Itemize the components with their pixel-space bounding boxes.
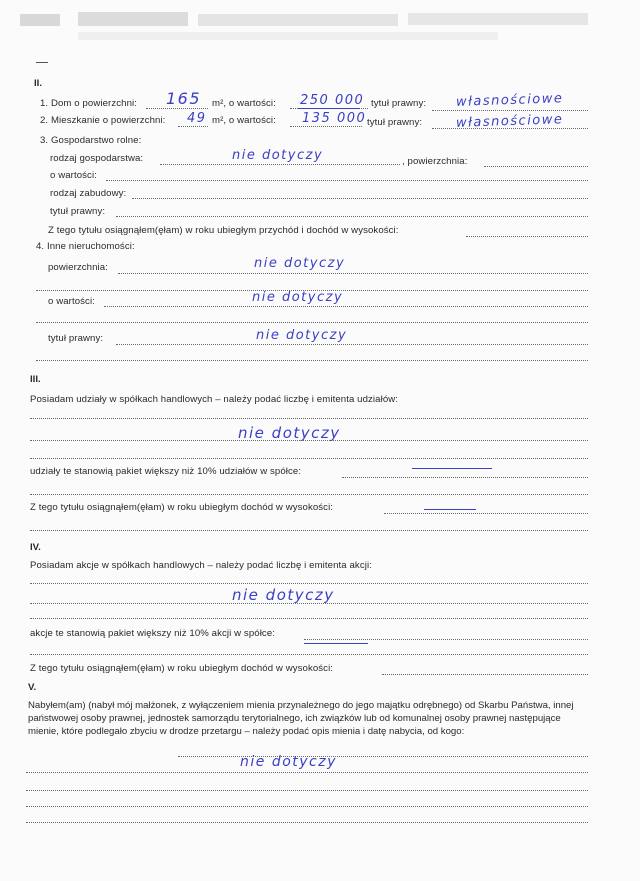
section-ii-heading: II. (34, 78, 42, 89)
farm-buildings-label: rodzaj zabudowy: (50, 188, 127, 199)
house-title-value[interactable]: własnościowe (455, 91, 564, 110)
house-area-line (146, 108, 208, 109)
house-area-value[interactable]: 165 (166, 89, 202, 108)
flat-label: 2. Mieszkanie o powierzchni: (40, 115, 166, 126)
v-line-4 (26, 822, 588, 823)
farm-type-value[interactable]: nie dotyczy (232, 148, 324, 163)
iv-income-line (382, 674, 588, 675)
farm-title-label: tytuł prawny: (50, 206, 106, 217)
iv-line-3 (30, 618, 588, 619)
flat-area-value[interactable]: 49 (187, 111, 207, 126)
other-area-line (118, 273, 588, 274)
other-value-line-2 (36, 322, 588, 323)
house-value[interactable]: 250 000 (300, 93, 365, 108)
iii-share-label: udziały te stanowią pakiet większy niż 10% udziałów w spółce: (30, 466, 302, 477)
flat-title-label: tytuł prawny: (367, 117, 423, 128)
iii-line-1 (30, 418, 588, 419)
other-area-label: powierzchnia: (48, 262, 108, 273)
iii-share-line (342, 477, 588, 478)
top-rule (36, 62, 48, 63)
house-title-label: tytuł prawny: (371, 98, 427, 109)
other-value-value[interactable]: nie dotyczy (252, 290, 344, 305)
iv-line-2 (30, 603, 588, 604)
iii-line-4 (30, 494, 588, 495)
iv-line-1 (30, 583, 588, 584)
section-v-heading: V. (28, 682, 37, 693)
flat-value[interactable]: 135 000 (302, 111, 367, 126)
iv-share-line (304, 639, 588, 640)
farm-buildings-line (132, 198, 588, 199)
other-value-label: o wartości: (48, 296, 95, 307)
iii-line-5 (30, 530, 588, 531)
other-label: 4. Inne nieruchomości: (36, 241, 135, 252)
farm-type-label: rodzaj gospodarstwa: (50, 153, 144, 164)
farm-value-line (106, 180, 588, 181)
iii-income-label: Z tego tytułu osiągnąłem(ęłam) w roku ubiegłym dochód w wysokości: (30, 502, 334, 513)
farm-income-label: Z tego tytułu osiągnąłem(ęłam) w roku ubiegłym przychód i dochód w wysokości: (48, 225, 399, 236)
iii-line-2 (30, 440, 588, 441)
flat-title-value[interactable]: własnościowe (455, 112, 564, 131)
iii-share-dash (412, 468, 492, 469)
farm-type-line (160, 164, 400, 165)
iv-intro: Posiadam akcje w spółkach handlowych – należy podać liczbę i emitenta akcji: (30, 560, 372, 571)
house-title-line (432, 110, 588, 111)
iv-line-4 (30, 654, 588, 655)
other-title-value[interactable]: nie dotyczy (256, 328, 348, 343)
v-line-2 (26, 790, 588, 791)
other-title-label: tytuł prawny: (48, 333, 104, 344)
house-label: 1. Dom o powierzchni: (40, 98, 138, 109)
iii-answer[interactable]: nie dotyczy (238, 424, 341, 442)
farm-title-line (116, 216, 588, 217)
iii-income-dash (424, 509, 476, 510)
other-value-line (104, 306, 588, 307)
flat-unit-label: m², o wartości: (212, 115, 276, 126)
flat-area-line (178, 126, 208, 127)
v-line-3 (26, 806, 588, 807)
other-area-value[interactable]: nie dotyczy (254, 256, 346, 271)
section-iv-heading: IV. (30, 542, 41, 553)
iii-line-3 (30, 458, 588, 459)
iv-income-label: Z tego tytułu osiągnąłem(ęłam) w roku ubiegłym dochód w wysokości: (30, 663, 334, 674)
house-value-underline (298, 108, 360, 109)
house-unit-label: m², o wartości: (212, 98, 276, 109)
v-text: Nabyłem(am) (nabył mój małżonek, z wyłączeniem mienia przynależnego do jego majątku odrębnego) od Skarbu Państwa, innej państwowej osoby prawnej, jednostek samorządu terytorialnego, ich związków lub od komunalnej osoby prawnej następujące mienie, które podlegało zbyciu w drodze przetargu – należy podać opis mienia i datę nabycia, od kogo: (28, 700, 574, 737)
iv-answer[interactable]: nie dotyczy (232, 586, 335, 604)
iii-intro: Posiadam udziały w spółkach handlowych – należy podać liczbę i emitenta udziałów: (30, 394, 399, 405)
farm-area-label: , powierzchnia: (402, 156, 468, 167)
farm-value-label: o wartości: (50, 170, 97, 181)
farm-area-line (484, 166, 588, 167)
other-title-line-2 (36, 360, 588, 361)
farm-income-line (466, 236, 588, 237)
iv-share-dash (304, 643, 368, 644)
v-answer[interactable]: nie dotyczy (240, 754, 337, 770)
section-iii-heading: III. (30, 374, 41, 385)
blurred-header (18, 8, 618, 48)
v-line-1 (26, 772, 588, 773)
flat-value-line (290, 126, 362, 127)
other-title-line (116, 344, 588, 345)
iii-income-line (384, 513, 588, 514)
farm-label: 3. Gospodarstwo rolne: (40, 135, 142, 146)
iv-share-label: akcje te stanowią pakiet większy niż 10% akcji w spółce: (30, 628, 276, 639)
